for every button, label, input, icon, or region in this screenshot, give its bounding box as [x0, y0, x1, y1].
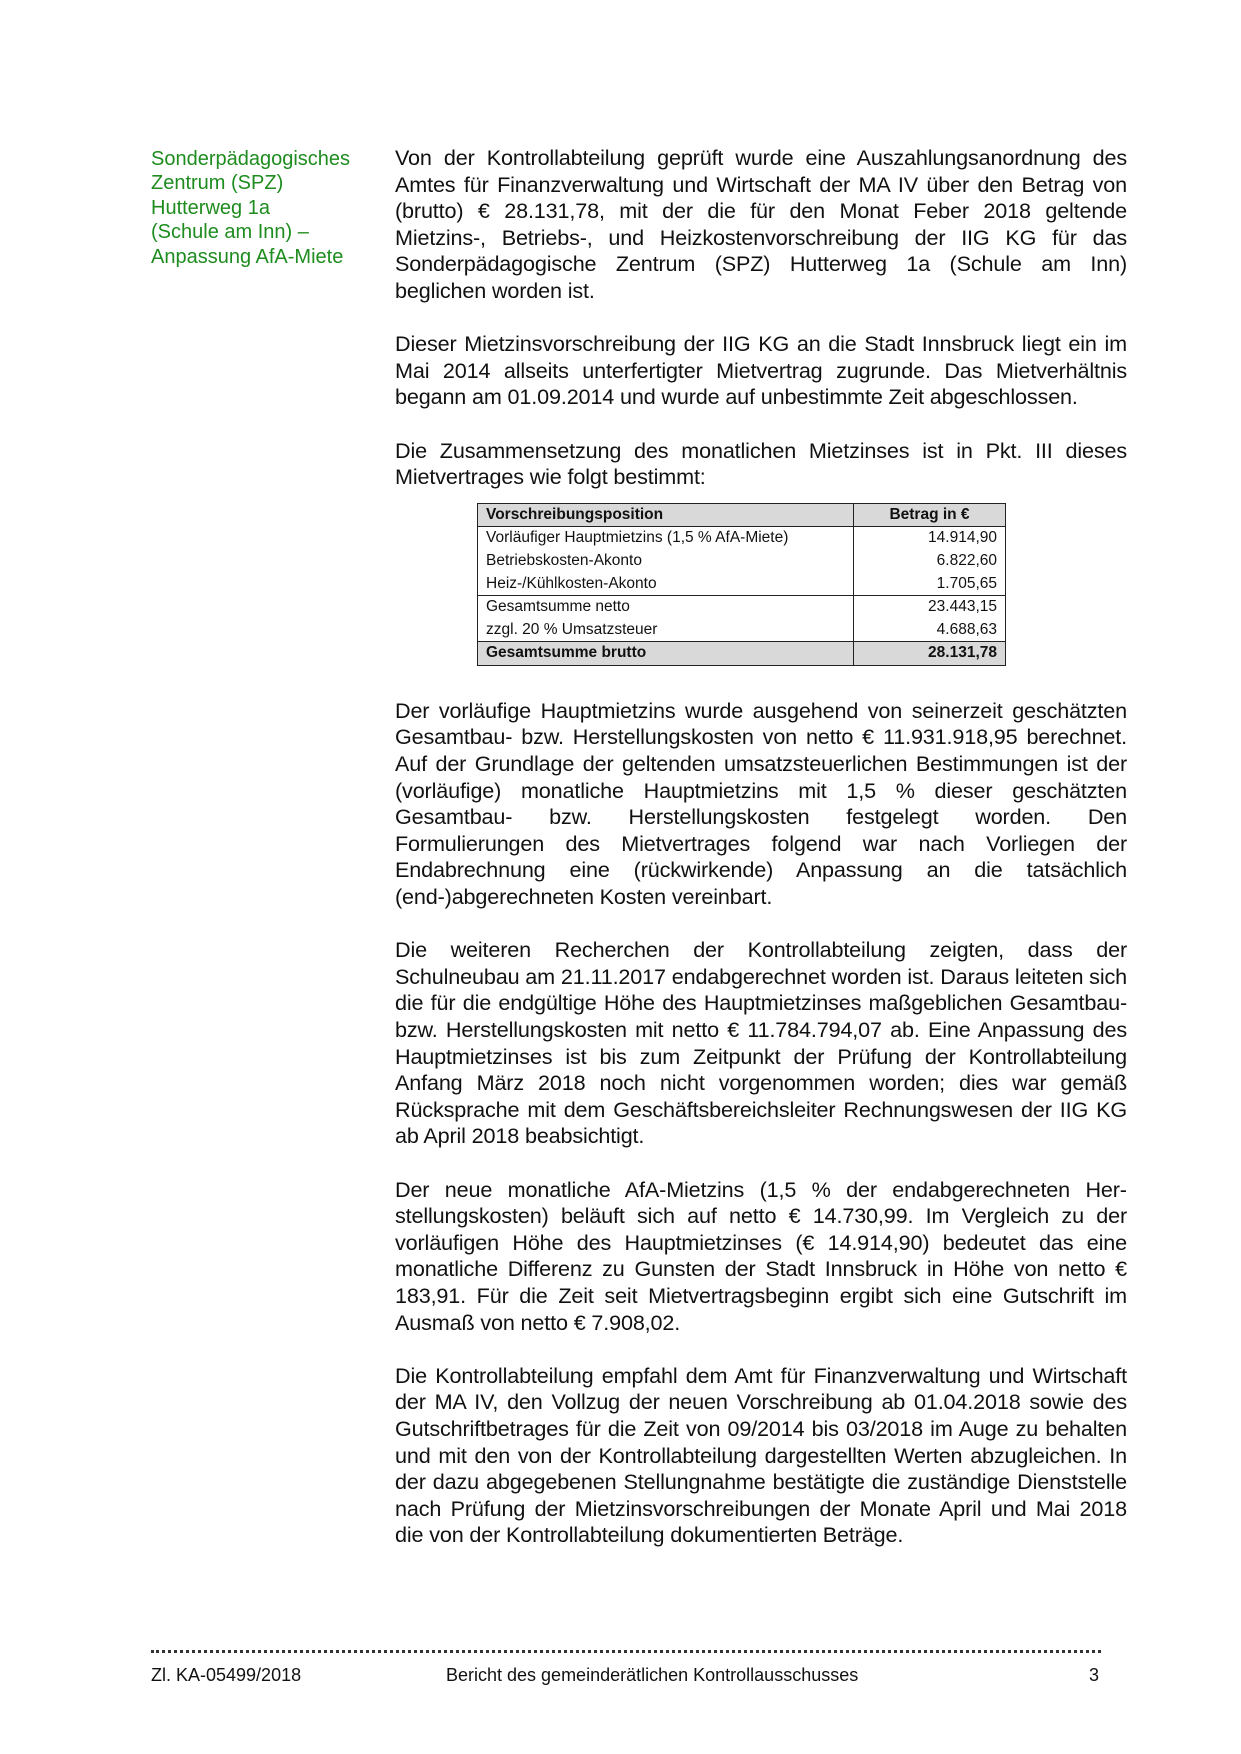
row-label: Vorläufiger Hauptmietzins (1,5 % AfA-Miete) — [486, 529, 789, 547]
paragraph-rent-composition: Die Zusammensetzung des monatlichen Mietzinses ist in Pkt. III dieses Mietvertrages wie folgt bestimmt: — [395, 437, 1127, 490]
row-amount: 28.131,78 — [854, 642, 1006, 666]
margin-heading-line: (Schule am Inn) – — [151, 221, 309, 244]
body-text — [395, 145, 1127, 1575]
row-label: Heiz-/Kühlkosten-Akonto — [486, 574, 657, 592]
page-number: 3 — [1088, 1665, 1099, 1685]
row-amount: 6.822,60 — [854, 550, 1006, 573]
rent-table-wrapper — [477, 503, 1006, 666]
table-row — [478, 527, 1006, 550]
paragraph-final-settlement: Die weiteren Recherchen der Kontrollabteilung zeigten, dass der Schulneubau am 21.11.2017 endabgerechnet worden ist. Daraus leiteten sich die für die endgültige Höhe des Hauptmietzinses maßgeblichen Gesamtbau- bzw. Herstellungskosten mit netto € 11.784.794,07 ab. Eine Anpassung des Hauptmietzinses ist bis zum Zeitpunkt der Prüfung der Kontrollabteilung Anfang März 2018 noch nicht vorgenommen worden; dies war gemäß Rücksprache mit dem Geschäftsbereichsleiter Rechnungswesen der IIG KG ab April 2018 beabsichtigt. — [395, 937, 1127, 1149]
row-amount: 1.705,65 — [854, 573, 1006, 596]
margin-heading-line: Zentrum (SPZ) — [151, 172, 284, 195]
rent-composition-table — [477, 503, 1006, 666]
table-row-vat — [478, 619, 1006, 642]
table-row — [478, 550, 1006, 573]
table-row-gross-total — [478, 642, 1006, 666]
table-header-row — [478, 503, 1006, 527]
margin-heading-line: Anpassung AfA-Miete — [151, 245, 344, 268]
row-label: Betriebskosten-Akonto — [486, 551, 642, 569]
row-label: Gesamtsumme netto — [478, 596, 854, 619]
table-row-net-total — [478, 596, 1006, 619]
row-amount: 23.443,15 — [854, 596, 1006, 619]
footer-dotted-divider — [151, 1646, 1101, 1653]
document-reference: Zl. KA-05499/2018 — [151, 1665, 302, 1685]
paragraph-preliminary-rent: Der vorläufige Hauptmietzins wurde ausgehend von seinerzeit geschätzten Gesamtbau- bzw. Herstellungskosten von netto € 11.931.918,95 berechnet. Auf der Grundlage der geltenden umsatzsteuerlichen Bestimmungen ist der (vorläufige) monatliche Hauptmietzins mit 1,5 % dieser geschätzten Gesamtbau- bzw. Herstellungskosten festgelegt worden. Den Formulierungen des Mietvertrages folgend war nach Vorliegen der Endabrechnung eine (rückwirkende) Anpassung an die tatsächlich (end-)abgerechneten Kosten vereinbart. — [395, 697, 1127, 910]
margin-heading-line: Hutterweg 1a — [151, 196, 270, 219]
table-row — [478, 573, 1006, 596]
margin-heading — [151, 147, 366, 269]
column-header-position: Vorschreibungsposition — [478, 503, 854, 527]
margin-heading-line: Sonderpädagogisches — [151, 148, 351, 170]
paragraph-lease-contract: Dieser Mietzinsvorschreibung der IIG KG an die Stadt Innsbruck liegt ein im Mai 2014 allseits unterfertigter Mietvertrag zugrunde. Das Mietverhältnis begann am 01.09.2014 und wurde auf unbestimmte Zeit abgeschlossen. — [395, 331, 1127, 410]
row-amount: 14.914,90 — [854, 527, 1006, 550]
column-header-amount: Betrag in € — [854, 503, 1006, 527]
paragraph-audit-payment: Von der Kontrollabteilung geprüft wurde eine Auszahlungsanordnung des Amtes für Finanzverwaltung und Wirtschaft der MA IV über den Betrag von (brutto) € 28.131,78, mit der die für den Monat Feber 2018 geltende Mietzins-, Betriebs-, und Heizkostenvorschreibung der IIG KG für das Sonderpädagogische Zentrum (SPZ) Hutterweg 1a (Schule am Inn) beglichen worden ist. — [395, 145, 1127, 303]
paragraph-recommendation: Die Kontrollabteilung empfahl dem Amt für Finanzverwaltung und Wirtschaft der MA IV, den Vollzug der neuen Vorschreibung ab 01.04.2018 sowie des Gutschriftbetrages für die Zeit von 09/2014 bis 03/2018 im Auge zu behalten und mit den von der Kontrollabteilung dargestellten Werten abzugleichen. In der dazu abgegebenen Stellungnahme bestätigte die zuständige Dienststelle nach Prüfung der Mietzinsvorschreibungen der Monate April und Mai 2018 die von der Kontrollabteilung dokumentierten Beträge. — [395, 1362, 1127, 1548]
row-amount: 4.688,63 — [854, 619, 1006, 642]
report-title: Bericht des gemeinderätlichen Kontrollausschusses — [446, 1665, 859, 1685]
row-label: Gesamtsumme brutto — [478, 642, 854, 666]
paragraph-new-rent: Der neue monatliche AfA-Mietzins (1,5 % der endabgerechneten Herstellungskosten) beläuft sich auf netto € 14.730,99. Im Vergleich zu der vorläufigen Höhe des Hauptmietzinses (€ 14.914,90) bedeutet das eine monatliche Differenz zu Gunsten der Stadt Innsbruck in Höhe von netto € 183,91. Für die Zeit seit Mietvertragsbeginn ergibt sich eine Gutschrift im Ausmaß von netto € 7.908,02. — [395, 1176, 1127, 1335]
row-label: zzgl. 20 % Umsatzsteuer — [486, 620, 658, 638]
